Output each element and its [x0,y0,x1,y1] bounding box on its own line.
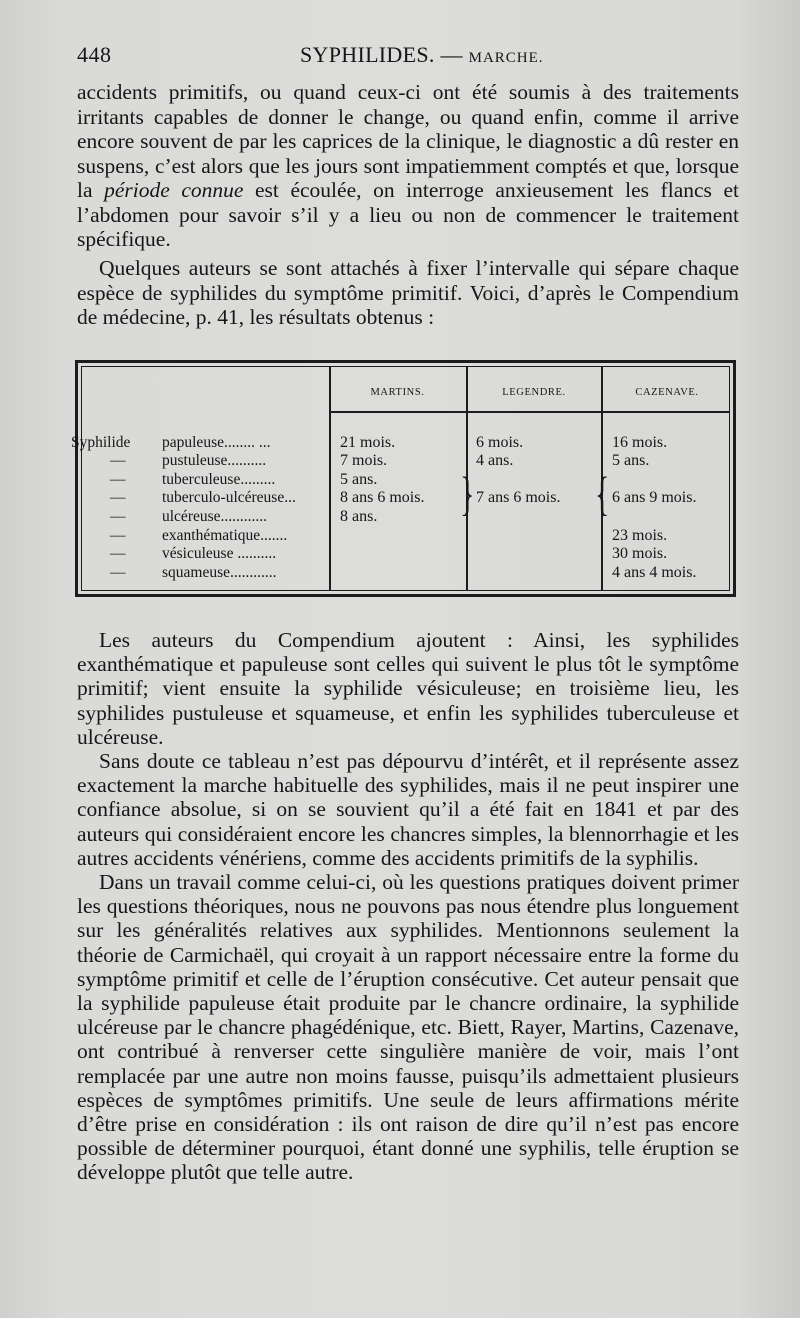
row-dash: — [110,452,126,469]
martins-cell: 8 ans 6 mois. [340,489,425,506]
martins-cell: 21 mois. [340,434,396,451]
legendre-cell: 4 ans. [476,452,514,469]
row-label: squameuse............ [162,564,277,581]
martins-cell: 8 ans. [340,508,378,525]
column-header-cazenave: CAZENAVE. [635,387,699,398]
table-inner-frame [71,366,730,591]
column-header-martins: MARTINS. [370,387,425,398]
paragraph-5: Dans un travail comme celui-ci, où les questions pratiques doivent primer les questions théoriques, nous ne pouvons pas nous étendre plus longuement sur les généralités relatives aux syphilides. Mentionnons seulement la théorie de Carmichaël, qui croyait à un rapport nécessaire entre la forme du symptôme primitif et celle de l’éruption consécutive. Cet auteur pensait que la syphilide papuleuse était produite par le chancre ordinaire, la syphilide ulcéreuse par le chancre phagédénique, etc. Biett, Rayer, Martins, Cazenave, ont contribué à renverser cette singulière manière de voir, mais l’ont remplacée par une autre non moins fausse, puisqu’ils admettaient plusieurs espèces de symptômes primitifs. Une seule de leurs affirmations mérite d’être prise en considération : ils ont raison de dire qu’il n’est pas encore possible de déterminer pourquoi, étant donné une syphilis, telle éruption se développe plutôt que telle autre. [77,870,739,1185]
paragraph-1-text-b: est écoulée, on interroge anxieusement les flancs et l’abdomen pour savoir s’il y a lieu ou non de commencer le traitement spécifique. [77,178,739,251]
legendre-cell: 6 mois. [476,434,524,451]
row-label: papuleuse........ ... [162,434,271,451]
cazenave-cell: 30 mois. [612,545,668,562]
running-head [300,42,544,68]
column-header-legendre: LEGENDRE. [502,387,566,398]
row-dash: — [110,527,126,544]
row-dash: — [110,545,126,562]
row-prefix: Syphilide [71,434,131,451]
paragraph-3: Les auteurs du Compendium ajoutent : Ainsi, les syphilides exanthématique et papuleuse sont celles qui suivent le plus tôt le symptôme primitif; vient ensuite la syphilide vésiculeuse; en troisième lieu, les syphilides pustuleuse et squameuse, et enfin les syphilides tuberculeuse et ulcéreuse. [77,628,739,749]
row-label: tuberculeuse......... [162,471,276,488]
page-number: 448 [77,42,112,67]
column-divider [329,367,331,590]
paragraph-4: Sans doute ce tableau n’est pas dépourvu d’intérêt, et il représente assez exactement la marche habituelle des syphilides, mais il ne peut inspirer une confiance absolue, si on se souvient qu’il a été fait en 1841 et par des auteurs qui considéraient encore les chancres simples, la blennorrhagie et les autres accidents vénériens, comme des accidents primitifs de la syphilis. [77,749,739,870]
brace-glyph: { [595,467,610,521]
cazenave-cell: 4 ans 4 mois. [612,564,697,581]
brace-glyph: } [460,467,475,521]
row-dash: — [110,564,126,581]
paragraph-1-text-a: accidents primitifs, ou quand ceux-ci ont été soumis à des traitements irritants capables de donner le change, ou quand enfin, comme il arrive encore souvent de par les caprices de la clinique, le diagnostic a dû rester en suspens, c’est alors que les jours sont impatiemment comptés et que, lorsque la [77,80,739,202]
row-label: tuberculo-ulcéreuse... [162,489,296,506]
legendre-cell: 7 ans 6 mois. [476,489,561,506]
cazenave-cell: 5 ans. [612,452,650,469]
running-head-subtitle: MARCHE. [468,50,544,66]
cazenave-cell: 23 mois. [612,527,668,544]
cazenave-cell: 16 mois. [612,434,668,451]
row-dash: — [110,471,126,488]
row-dash: — [110,489,126,506]
martins-cell: 5 ans. [340,471,378,488]
page-header [77,42,737,72]
header-rule [329,411,729,413]
paragraph-1 [77,80,739,252]
martins-cell: 7 mois. [340,452,388,469]
paragraph-2 [77,256,739,330]
paragraph-2-text: Quelques auteurs se sont attachés à fixer l’intervalle qui sépare chaque espèce de syphilides du symptôme primitif. Voici, d’après le Compendium de médecine, p. 41, les résultats obtenus : [77,256,739,329]
interval-table [71,360,736,597]
body-text-lower [77,628,739,1185]
running-head-title: SYPHILIDES. — [300,42,463,67]
row-label: pustuleuse.......... [162,452,267,469]
row-label: exanthématique....... [162,527,288,544]
row-label: ulcéreuse............ [162,508,268,525]
cazenave-cell: 6 ans 9 mois. [612,489,697,506]
paragraph-1-italic: période connue [104,178,244,202]
row-label: vésiculeuse .......... [162,545,277,562]
row-dash: — [110,508,126,525]
